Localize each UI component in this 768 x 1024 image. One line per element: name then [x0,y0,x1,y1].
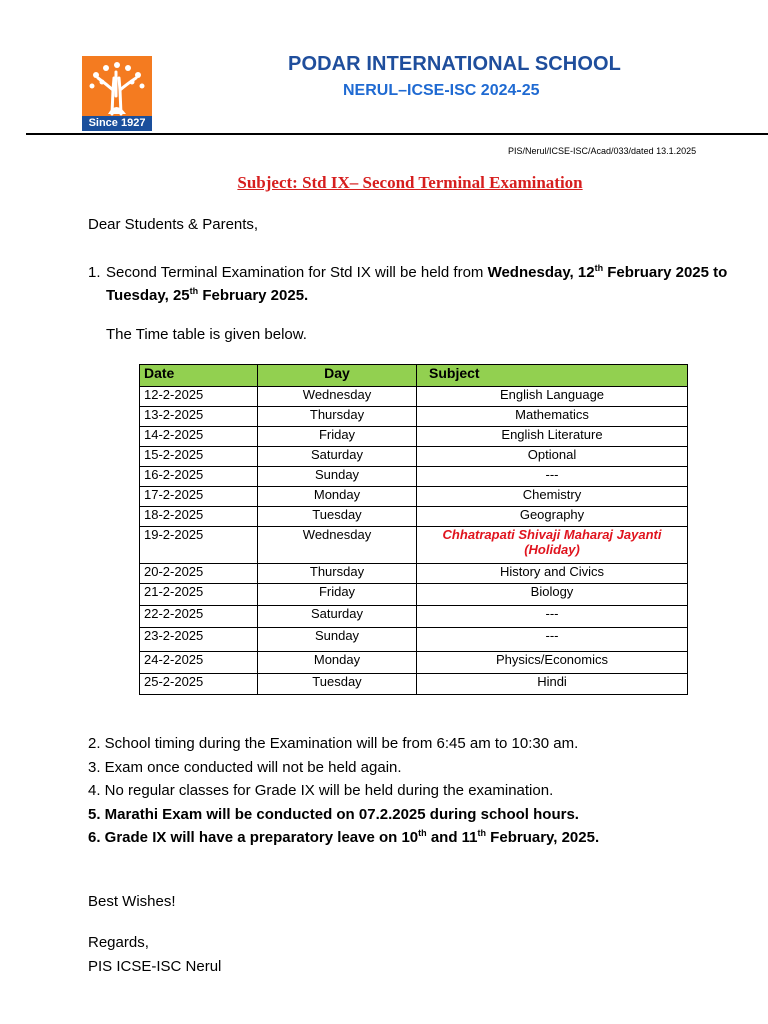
header-date: Date [140,365,258,387]
cell-day: Saturday [258,447,417,467]
table-row [140,564,688,584]
cell-subject-holiday: Chhatrapati Shivaji Maharaj Jayanti (Holiday) [417,527,688,564]
signoff [88,931,221,978]
school-subtitle: NERUL–ICSE-ISC 2024-25 [343,82,540,99]
cell-date: 13-2-2025 [140,407,258,427]
point-4: 4. No regular classes for Grade IX will be held during the examination. [88,782,554,799]
cell-subject: Chemistry [417,487,688,507]
cell-day: Wednesday [258,387,417,407]
header-day: Day [258,365,417,387]
table-row [140,467,688,487]
cell-subject: --- [417,606,688,628]
table-row [140,387,688,407]
cell-date: 15-2-2025 [140,447,258,467]
cell-day: Monday [258,487,417,507]
cell-subject: --- [417,467,688,487]
cell-date: 12-2-2025 [140,387,258,407]
closing-wishes: Best Wishes! [88,893,176,910]
table-row [140,628,688,652]
cell-day: Tuesday [258,674,417,695]
point-6: 6. Grade IX will have a preparatory leave on 10th and 11th February, 2025. [88,828,600,846]
point-1 [88,261,728,307]
cell-date: 22-2-2025 [140,606,258,628]
table-row [140,652,688,674]
cell-subject: English Literature [417,427,688,447]
cell-day: Sunday [258,628,417,652]
cell-date: 23-2-2025 [140,628,258,652]
school-name: PODAR INTERNATIONAL SCHOOL [288,53,621,75]
cell-subject: History and Civics [417,564,688,584]
table-row [140,674,688,695]
timetable-header-row [140,365,688,387]
table-row [140,507,688,527]
regards: Regards, [88,934,149,951]
cell-day: Monday [258,652,417,674]
cell-date: 20-2-2025 [140,564,258,584]
cell-subject: Optional [417,447,688,467]
cell-day: Thursday [258,564,417,584]
timetable [139,364,688,695]
cell-date: 17-2-2025 [140,487,258,507]
salutation: Dear Students & Parents, [88,216,259,233]
cell-subject: --- [417,628,688,652]
reference-number: PIS/Nerul/ICSE-ISC/Acad/033/dated 13.1.2025 [508,146,697,156]
cell-date: 14-2-2025 [140,427,258,447]
subject-line: Subject: Std IX– Second Terminal Examination [237,173,583,192]
cell-subject: Mathematics [417,407,688,427]
cell-day: Saturday [258,606,417,628]
cell-date: 21-2-2025 [140,584,258,606]
table-row [140,407,688,427]
table-row [140,584,688,606]
cell-day: Friday [258,584,417,606]
cell-day: Friday [258,427,417,447]
point-1-text: Second Terminal Examination for Std IX will be held from [106,264,488,281]
cell-date: 24-2-2025 [140,652,258,674]
cell-date: 25-2-2025 [140,674,258,695]
table-row [140,427,688,447]
tree-icon [82,56,152,116]
cell-date: 18-2-2025 [140,507,258,527]
cell-subject: English Language [417,387,688,407]
cell-day: Tuesday [258,507,417,527]
point-3: 3. Exam once conducted will not be held again. [88,758,402,776]
header-divider [26,133,768,135]
signature: PIS ICSE-ISC Nerul [88,957,222,975]
point-1-number: 1. [88,264,101,281]
instruction-list [88,732,599,850]
cell-date: 19-2-2025 [140,527,258,564]
table-row [140,527,688,564]
table-row [140,447,688,467]
cell-subject: Biology [417,584,688,606]
header-subject: Subject [417,365,688,387]
logo-since-label: Since 1927 [82,116,152,131]
cell-day: Sunday [258,467,417,487]
cell-day: Wednesday [258,527,417,564]
point-1-start-date: Wednesday, 12th February 2025 to Tuesday, 25th February 2025. [106,263,728,304]
cell-date: 16-2-2025 [140,467,258,487]
cell-subject: Hindi [417,674,688,695]
cell-subject: Geography [417,507,688,527]
school-logo [82,56,152,131]
cell-day: Thursday [258,407,417,427]
point-5: 5. Marathi Exam will be conducted on 07.2.2025 during school hours. [88,805,579,823]
point-2: 2. School timing during the Examination will be from 6:45 am to 10:30 am. [88,735,579,752]
timetable-intro: The Time table is given below. [106,326,307,343]
table-row [140,606,688,628]
table-row [140,487,688,507]
cell-subject: Physics/Economics [417,652,688,674]
